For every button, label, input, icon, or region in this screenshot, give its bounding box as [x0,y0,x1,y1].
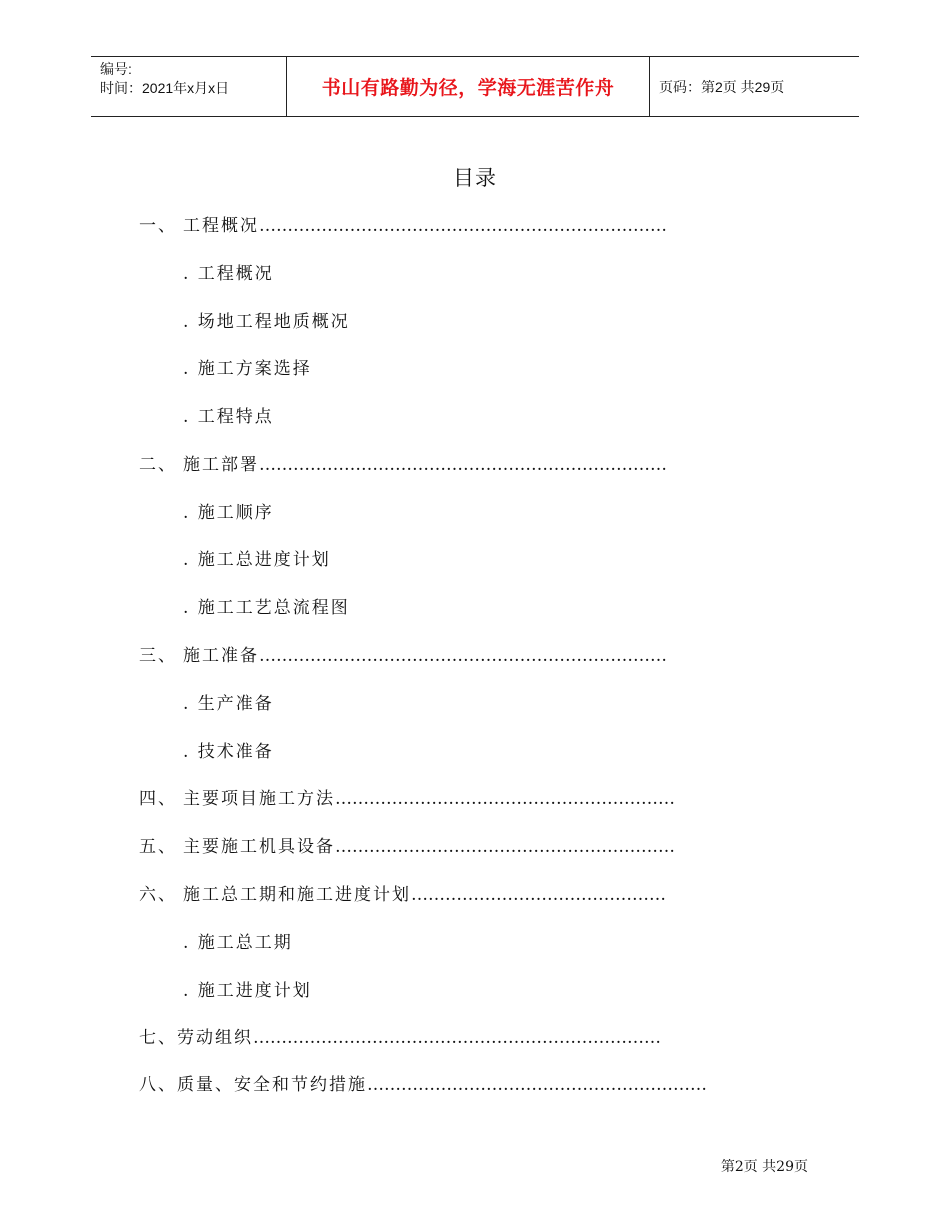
toc-text: . 施工总进度计划 [183,550,331,570]
toc-number: 五、 [139,837,177,857]
page-footer: 第2页 共29页 [720,1159,808,1175]
toc-text: . 工程概况 [183,264,274,284]
toc-number: 三、 [139,646,177,666]
toc-number: 六、 [139,885,177,905]
toc-subitem [183,499,583,527]
toc-item [139,451,719,479]
toc-leader: …………………………………………………… [335,837,675,857]
toc-subitem [183,308,583,336]
toc-subitem [183,929,583,957]
toc-item [139,212,719,240]
toc-subitem [183,977,583,1005]
toc-number: 一、 [139,216,177,236]
header-motto-cell [287,57,650,116]
header-page-info [650,57,859,116]
toc-subitem [183,355,583,383]
toc-text: 主要施工机具设备 [183,837,335,857]
toc-leader: ……………………………………… [411,885,666,905]
toc-subitem [183,738,583,766]
toc-text: . 工程特点 [183,407,274,427]
header-meta [91,57,287,116]
toc-text: . 施工方案选择 [183,359,312,379]
toc-text: . 施工总工期 [183,933,293,953]
toc-text: . 技术准备 [183,742,274,762]
motto-text: 书山有路勤为径，学海无涯苦作舟 [321,77,615,99]
toc-item [139,1071,719,1099]
toc-number: 八、 [139,1075,177,1095]
toc-item [139,642,719,670]
toc-number: 二、 [139,455,177,475]
toc-text: 质量、安全和节约措施 [177,1075,367,1095]
toc-text: 劳动组织 [177,1028,253,1048]
toc-text: . 施工进度计划 [183,981,312,1001]
toc-item [139,833,719,861]
toc-leader: ……………………………………………………………… [259,455,667,475]
toc-leader: ……………………………………………………………… [259,216,667,236]
page-info-text: 页码：第2页 共29页 [659,78,785,95]
toc-item [139,1024,719,1052]
toc-text: 工程概况 [183,216,259,236]
toc-text: 施工部署 [183,455,259,475]
toc-subitem [183,546,583,574]
toc-subitem [183,260,583,288]
toc-text: . 生产准备 [183,694,274,714]
toc-number: 七、 [139,1028,177,1048]
number-label: 编号: [100,61,132,77]
toc-leader: ……………………………………………………………… [259,646,667,666]
toc-text: . 施工顺序 [183,503,274,523]
toc-subitem [183,594,583,622]
toc-leader: …………………………………………………… [335,789,675,809]
page-header [91,56,859,117]
toc-text: 施工总工期和施工进度计划 [183,885,411,905]
toc-item [139,785,719,813]
toc-leader: …………………………………………………… [367,1075,707,1095]
toc-item [139,881,719,909]
toc-text: 施工准备 [183,646,259,666]
page-title: 目录 [453,166,497,190]
toc-number: 四、 [139,789,177,809]
toc-subitem [183,403,583,431]
toc-leader: ……………………………………………………………… [253,1028,661,1048]
toc-text: 主要项目施工方法 [183,789,335,809]
time-label: 时间：2021年x月x日 [100,80,230,96]
toc-text: . 施工工艺总流程图 [183,598,350,618]
toc-text: . 场地工程地质概况 [183,312,350,332]
toc-subitem [183,690,583,718]
